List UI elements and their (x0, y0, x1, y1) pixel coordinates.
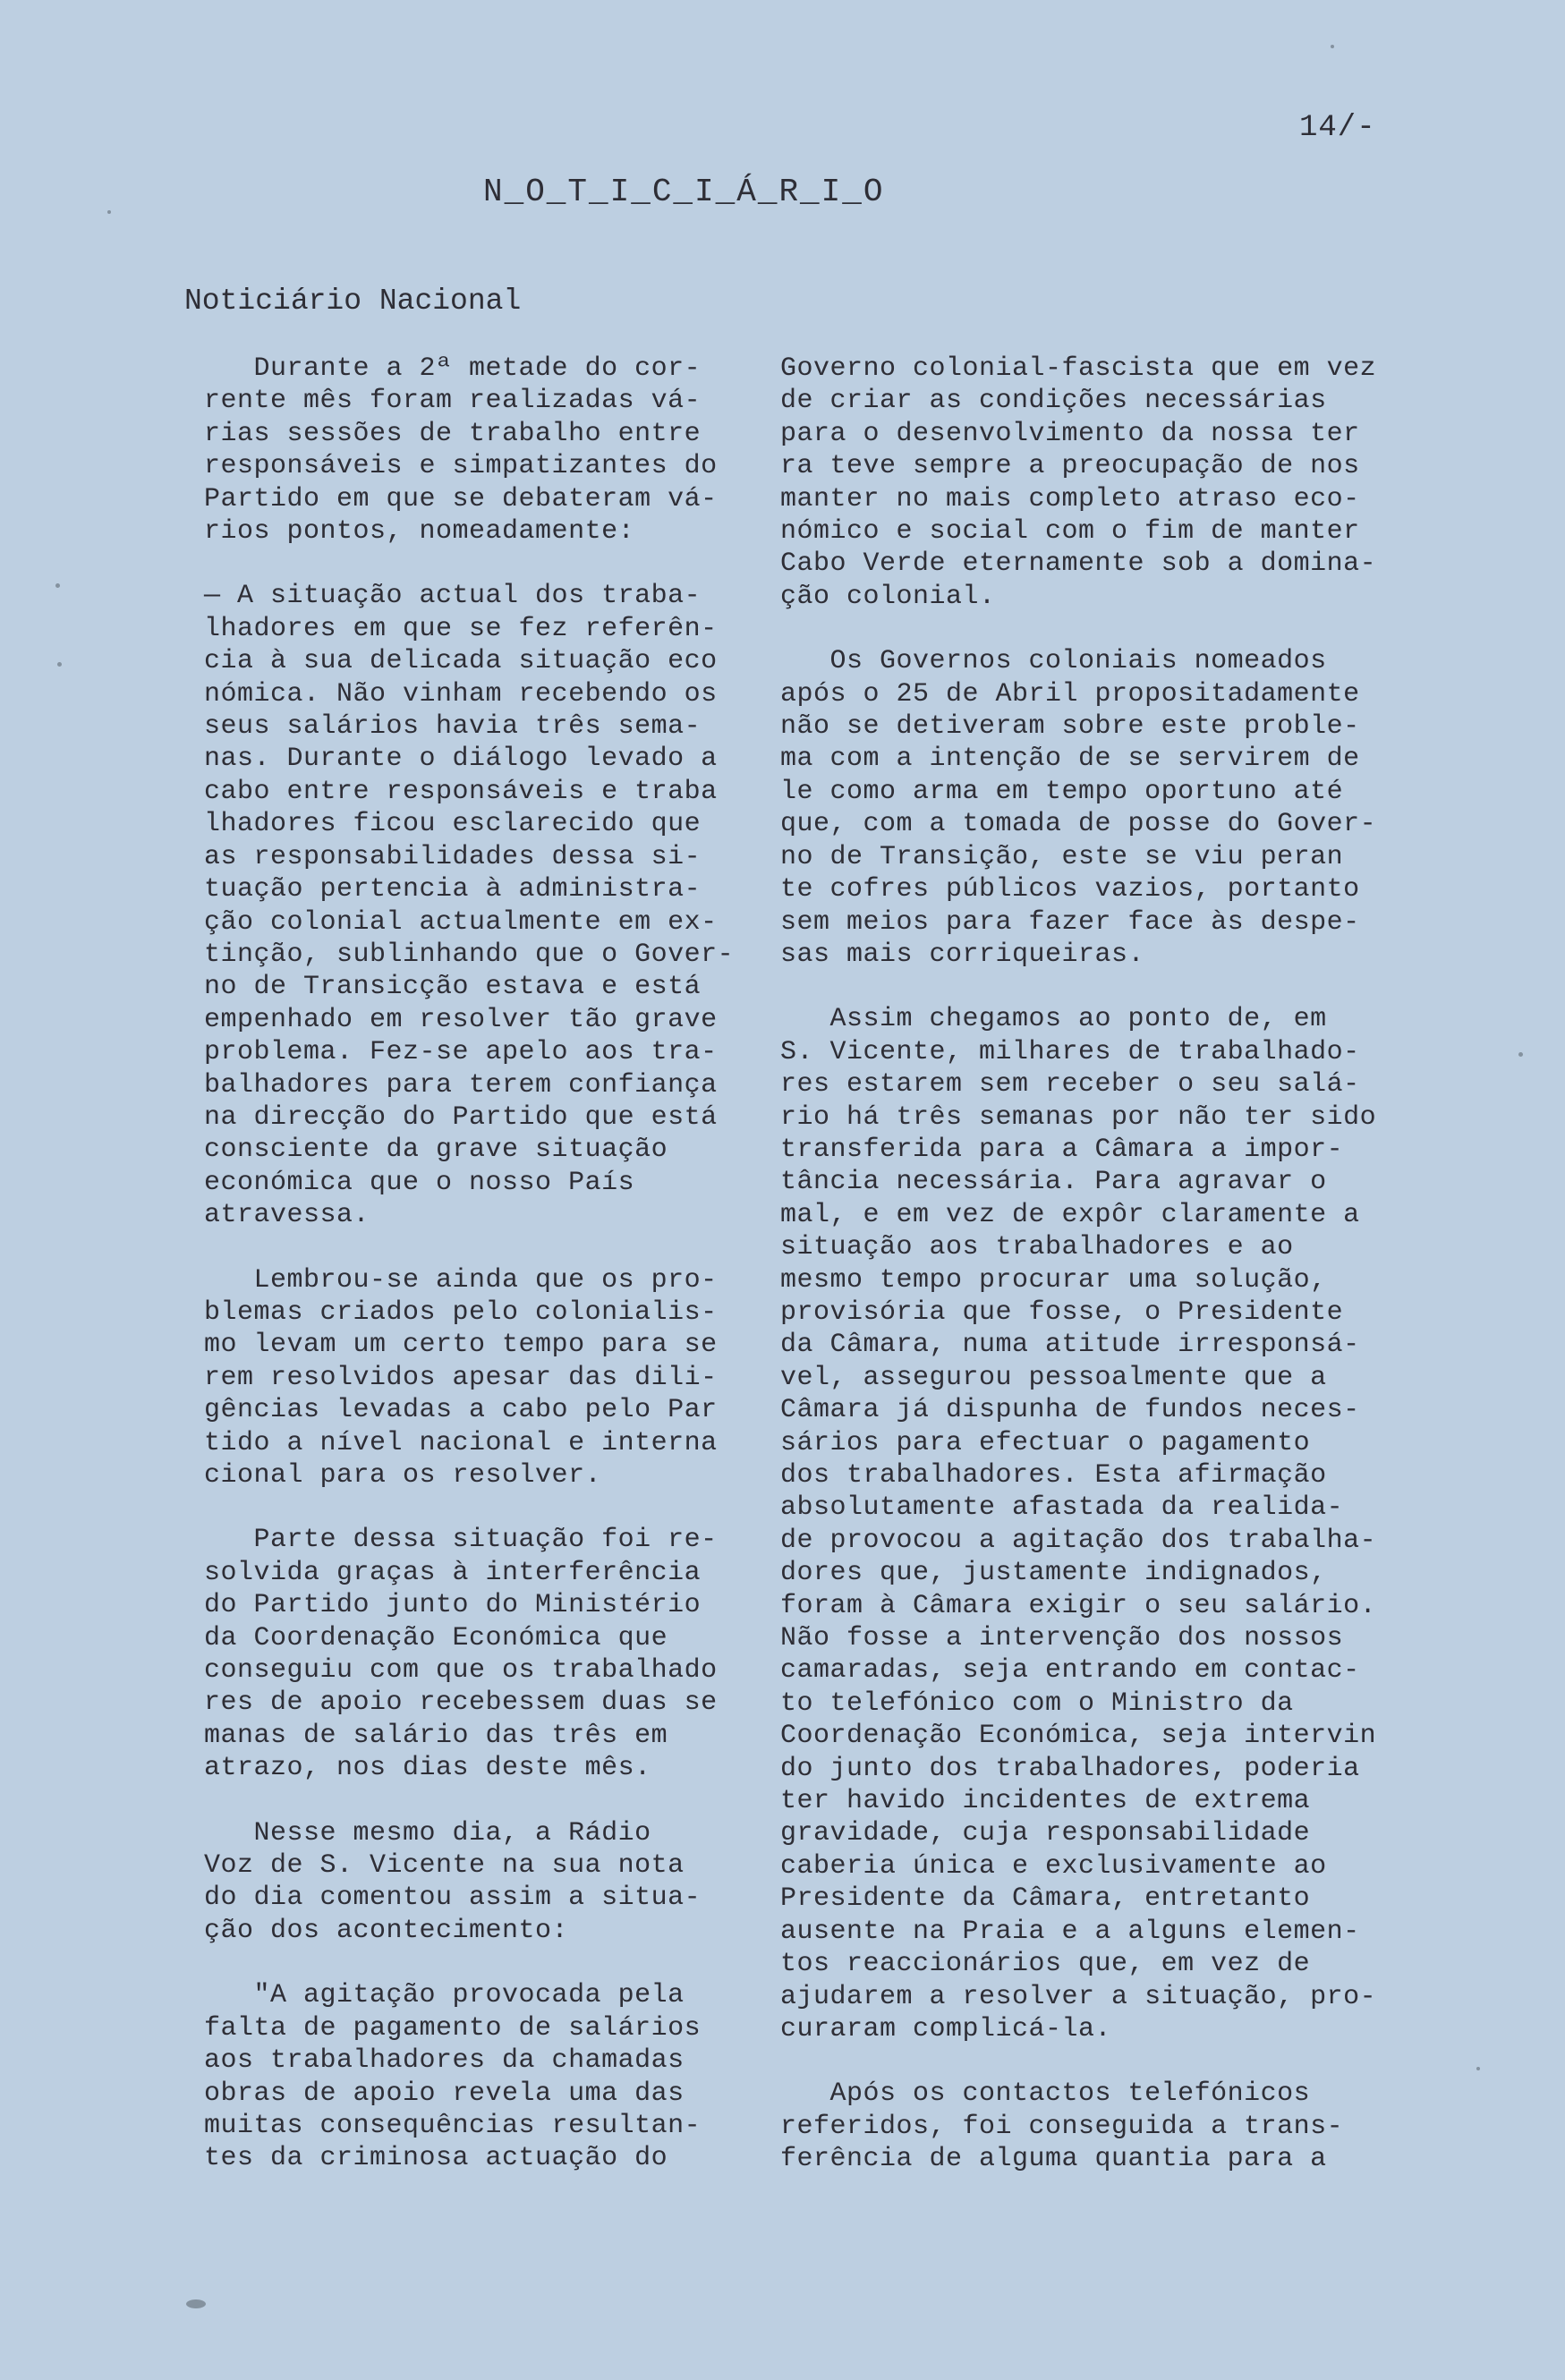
paragraph: Após os contactos telefónicos referidos, foi conseguida a trans- ferência de alguma quantia para a (780, 2078, 1344, 2175)
paragraph: Governo colonial-fascista que em vez de criar as condições necessárias para o desenvolvimento da nossa ter ra teve sempre a preocupação de nos manter no mais completo atraso eco- nómico e social com o fim de manter Cabo Verde eternamente sob a domina- ção colonial. (780, 353, 1377, 612)
right-column (780, 353, 1460, 2176)
paragraph: Durante a 2ª metade do cor- rente mês foram realizadas vá- rias sessões de trabalho entre responsáveis e simpatizantes do Partido em que se debateram vá- rios pontos, nomeadamente: (204, 353, 718, 548)
ink-speck (186, 2299, 206, 2308)
ink-speck (55, 583, 60, 588)
ink-speck (1476, 2067, 1480, 2070)
paragraph: Lembrou-se ainda que os pro- blemas criados pelo colonialis- mo levam um certo tempo para se rem resolvidos apesar das dili- gências levadas a cabo pelo Par tido a nível nacional e interna cional para os resolver. (204, 1264, 718, 1491)
page-title: N_O_T_I_C_I_Á_R_I_O (483, 174, 885, 210)
page-number: 14/- (1299, 111, 1376, 145)
paragraph: Assim chegamos ao ponto de, em S. Vicente, milhares de trabalhado- res estarem sem receber o seu salá- rio há três semanas por não ter sido transferida para a Câmara a impor- tância necessária. Para agravar o mal, e em vez de expôr claramente a situação aos trabalhadores e ao mesmo tempo procurar uma solução, provisória que fosse, o Presidente da Câmara, numa atitude irresponsá- vel, assegurou pessoalmente que a Câmara já dispunha de fundos neces- sários para efectuar o pagamento dos trabalhadores. Esta afirmação absolutamente afastada da realida- de provocou a agitação dos trabalha- dores que, justamente indignados, foram à Câmara exigir o seu salário. Não fosse a intervenção dos nossos camaradas, seja entrando em contac- to telefónico com o Ministro da Coordenação Económica, seja intervin do junto dos trabalhadores, poderia ter havido incidentes de extrema gravidade, cuja responsabilidade caberia única e exclusivamente ao Presidente da Câmara, entretanto ausente na Praia e a alguns elemen- tos reaccionários que, em vez de ajudarem a resolver a situação, pro- curaram complicá-la. (780, 1004, 1377, 2044)
paragraph: Os Governos coloniais nomeados após o 25 de Abril propositadamente não se detiveram sobre este proble- ma com a intenção de se servirem de le como arma em tempo oportuno até que, com a tomada de posse do Gover- no de Transição, este se viu peran te cofres públicos vazios, portanto sem meios para fazer face às despe- sas mais corriqueiras. (780, 646, 1377, 970)
ink-speck (57, 662, 62, 667)
paragraph: Nesse mesmo dia, a Rádio Voz de S. Vicente na sua nota do dia comentou assim a situa- ção dos acontecimento: (204, 1817, 702, 1946)
section-heading: Noticiário Nacional (184, 285, 522, 318)
paragraph: — A situação actual dos traba- lhadores em que se fez referên- cia à sua delicada situação eco nómica. Não vinham recebendo os seus salários havia três sema- nas. Durante o diálogo levado a cabo entre responsáveis e traba lhadores ficou esclarecido que as responsabilidades dessa si- tuação pertencia à administra- ção colonial actualmente em ex- tinção, sublinhando que o Gover- no de Transicção estava e está empenhado em resolver tão grave problema. Fez-se apelo aos tra- balhadores para terem confiança na direcção do Partido que está consciente da grave situação económica que o nosso País atravessa. (204, 581, 735, 1231)
ink-speck (1331, 45, 1334, 48)
ink-speck (1518, 1052, 1523, 1057)
left-column (204, 353, 777, 2175)
ink-speck (107, 210, 111, 214)
paragraph: "A agitação provocada pela falta de pagamento de salários aos trabalhadores da chamadas obras de apoio revela uma das muitas consequências resultan- tes da criminosa actuação do (204, 1980, 702, 2174)
paragraph: Parte dessa situação foi re- solvida graças à interferência do Partido junto do Ministério da Coordenação Económica que conseguiu com que os trabalhado res de apoio recebessem duas se manas de salário das três em atrazo, nos dias deste mês. (204, 1525, 718, 1784)
